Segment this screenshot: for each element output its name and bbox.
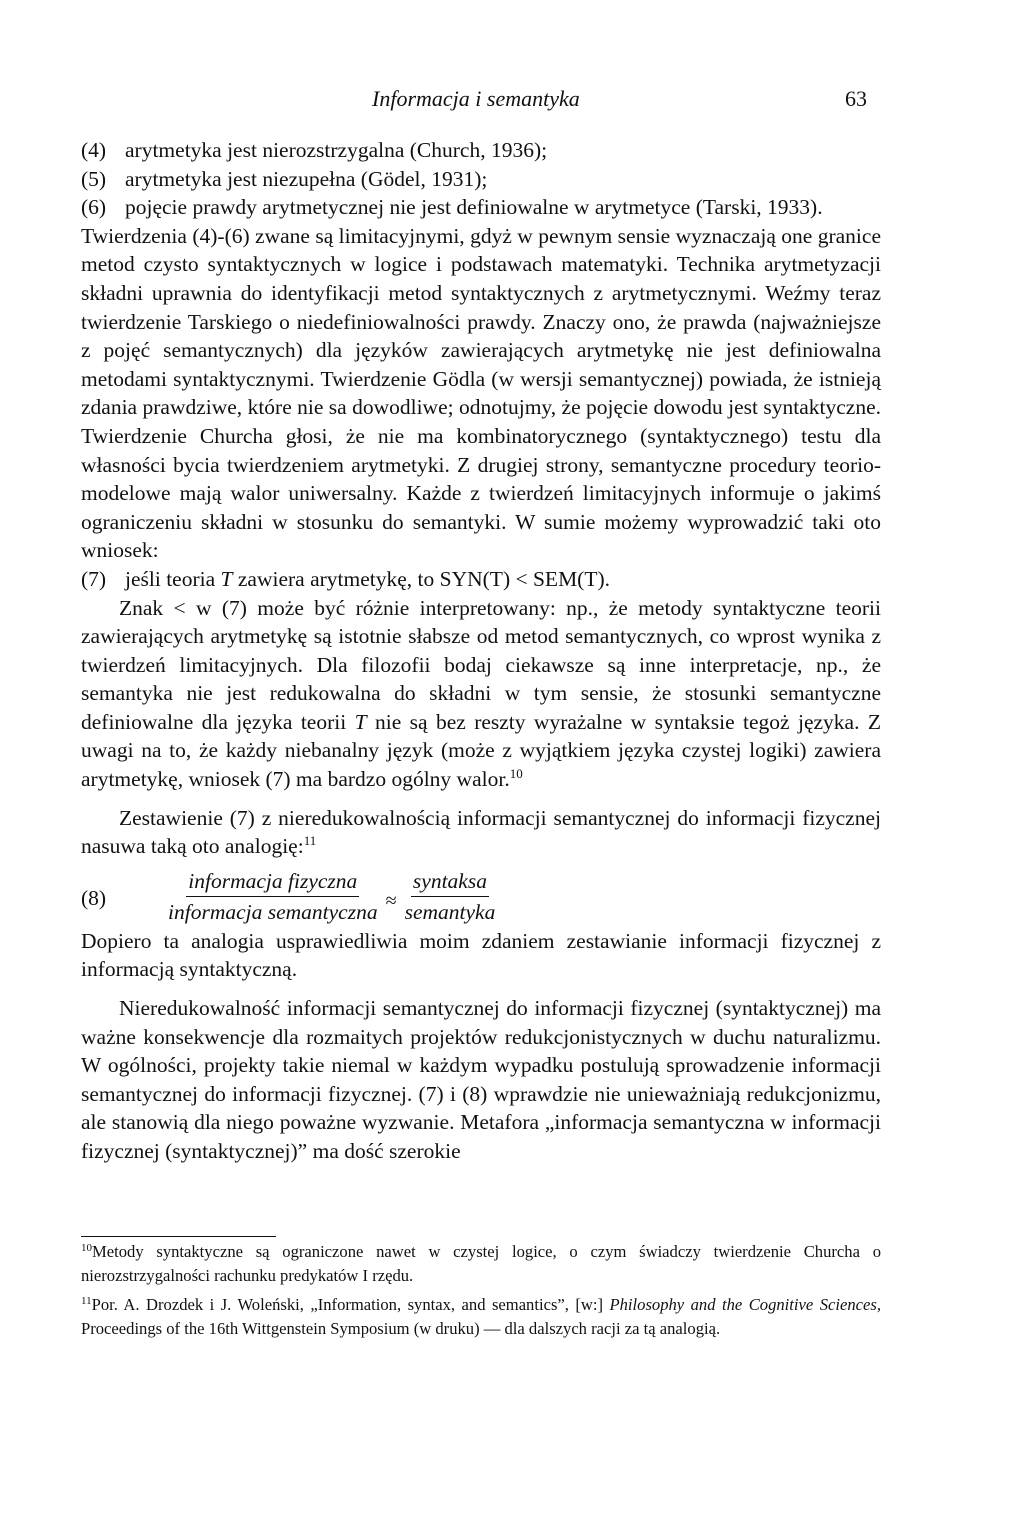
body-text (81, 136, 881, 1166)
list-item-number: (5) (81, 166, 107, 191)
list-item-text: pojęcie prawdy arytmetycznej nie jest definiowalne w arytmetyce (Tarski, 1933). (125, 195, 823, 220)
item-7-text-before: jeśli teoria (125, 566, 221, 591)
item-7-variable: T (220, 566, 233, 591)
list-item-5 (81, 165, 881, 194)
footnote-10 (81, 1240, 881, 1287)
paragraph-2-after: nie są bez reszty wyrażalne w syntaksie tegoż języka. Z uwagi na to, że każdy niebanalny język (może z wyjątkiem języka czystej logiki) zawiera arytmetykę, wniosek (7) ma bardzo ogólny walor. (81, 709, 881, 792)
paragraph-2-variable: T (354, 709, 367, 734)
paragraph-analogy-intro (81, 804, 881, 861)
footnote-text-before: Por. A. Drozdek i J. Woleński, „Information, syntax, and semantics”, [w:] (91, 1295, 610, 1314)
list-item-7 (81, 565, 881, 594)
formula-number: (8) (81, 885, 107, 910)
footnote-text: Metody syntaktyczne są ograniczone nawet w czystej logice, o czym świadczy twierdzenie Churcha o nierozstrzygalności rachunku predykatów I rzędu. (81, 1242, 881, 1285)
list-item-4 (81, 136, 881, 165)
list-item-number: (4) (81, 138, 107, 162)
item-7-text-after: zawiera arytmetykę, to SYN(T) < SEM(T). (232, 566, 611, 591)
paragraph-irreducibility: Nieredukowalność informacji semantycznej do informacji fizycznej (syntaktycznej) ma ważne konsekwencje dla rozmaitych projektów redukcjonistycznych w duchu naturalizmu. W ogólności, projekty takie niemal w każdym wypadku postulują sprowadzenie informacji semantycznej do informacji fizycznej. (7) i (8) wprawdzie nie unieważniają redukcjonizmu, ale stanowią dla niego poważne wyzwanie. Metafora „informacja semantyczna w informacji fizycznej (syntaktycznej)” ma dość szerokie (81, 996, 881, 1163)
approx-equal-sign: ≈ (385, 889, 397, 912)
fraction-left-numerator: informacja fizyczna (186, 867, 359, 897)
fraction-left-denominator: informacja semantyczna (168, 900, 378, 925)
footnote-11 (81, 1293, 881, 1340)
fraction-right-denominator: semantyka (404, 900, 496, 925)
list-item-number: (6) (81, 195, 107, 220)
paragraph-interpretation (81, 594, 881, 794)
fraction-right (405, 867, 496, 926)
footnote-separator (81, 1236, 276, 1237)
paragraph-3-text: Zestawienie (7) z nieredukowalnością informacji semantycznej do informacji fizycznej nasuwa taką oto analogię: (81, 805, 881, 859)
footnote-text-after: Proceedings of the 16th Wittgenstein Symposium (w druku) — dla dalszych racji za tą analogią. (81, 1318, 721, 1338)
list-item-text: arytmetyka jest niezupełna (Gödel, 1931); (125, 166, 488, 191)
formula-8 (81, 865, 881, 929)
paragraph-2-before: Znak < w (7) może być różnie interpretowany: np., że metody syntaktyczne teorii zawierających arytmetykę są istotnie słabsze od metod semantycznych, co wprost wynika z twierdzeń limitacyjnych. Dla filozofii bodaj ciekawsze są inne interpretacje, np., że semantyka nie jest redukowalna do składni w tym sensie, że stosunki semantyczne definiowalne dla języka teorii (81, 595, 881, 734)
footnote-book-title: Philosophy and the Cognitive Sciences, (609, 1295, 881, 1314)
fraction-left (168, 867, 378, 926)
fraction-right-numerator: syntaksa (411, 867, 489, 897)
running-head: Informacja i semantyka (372, 86, 580, 111)
list-item-number: (7) (81, 566, 107, 591)
list-item-6 (81, 193, 881, 222)
footnote-marker: 10 (81, 1242, 92, 1254)
footnote-reference-10[interactable]: 10 (509, 766, 523, 782)
list-item-text (125, 565, 881, 594)
page-number: 63 (845, 86, 867, 111)
footnote-reference-11[interactable]: 11 (303, 833, 317, 849)
footnote-marker: 11 (81, 1295, 92, 1307)
paragraph-analogy-justification: Dopiero ta analogia usprawiedliwia moim zdaniem zestawianie informacji fizycznej z informacją syntaktyczną. (81, 928, 881, 982)
list-item-text: arytmetyka jest nierozstrzygalna (Church, 1936); (125, 138, 548, 162)
footnotes (81, 1240, 881, 1340)
paragraph-limitative-theorems: Twierdzenia (4)-(6) zwane są limitacyjnymi, gdyż w pewnym sensie wyznaczają one granice metod czysto syntaktycznych w logice i podstawach matematyki. Technika arytmetyzacji składni uprawnia do identyfikacji metod syntaktycznych z arytmetycznymi. Weźmy teraz twierdzenie Tarskiego o niedefiniowalności prawdy. Znaczy ono, że prawda (najważniejsze z pojęć semantycznych) dla języków zawierających arytmetykę nie jest definiowalna metodami syntaktycznymi. Twierdzenie Gödla (w wersji semantycznej) powiada, że istnieją zdania prawdziwe, które nie sa dowodliwe; odnotujmy, że pojęcie dowodu jest syntaktyczne. Twierdzenie Churcha głosi, że nie ma kombinatorycznego (syntaktycznego) testu dla własności bycia twierdzeniem arytmetyki. Z drugiej strony, semantyczne procedury teorio-modelowe mają walor uniwersalny. Każde z twierdzeń limitacyjnych informuje o jakimś ograniczeniu składni w stosunku do semantyki. W sumie możemy wyprowadzić taki oto wniosek: (81, 223, 881, 563)
